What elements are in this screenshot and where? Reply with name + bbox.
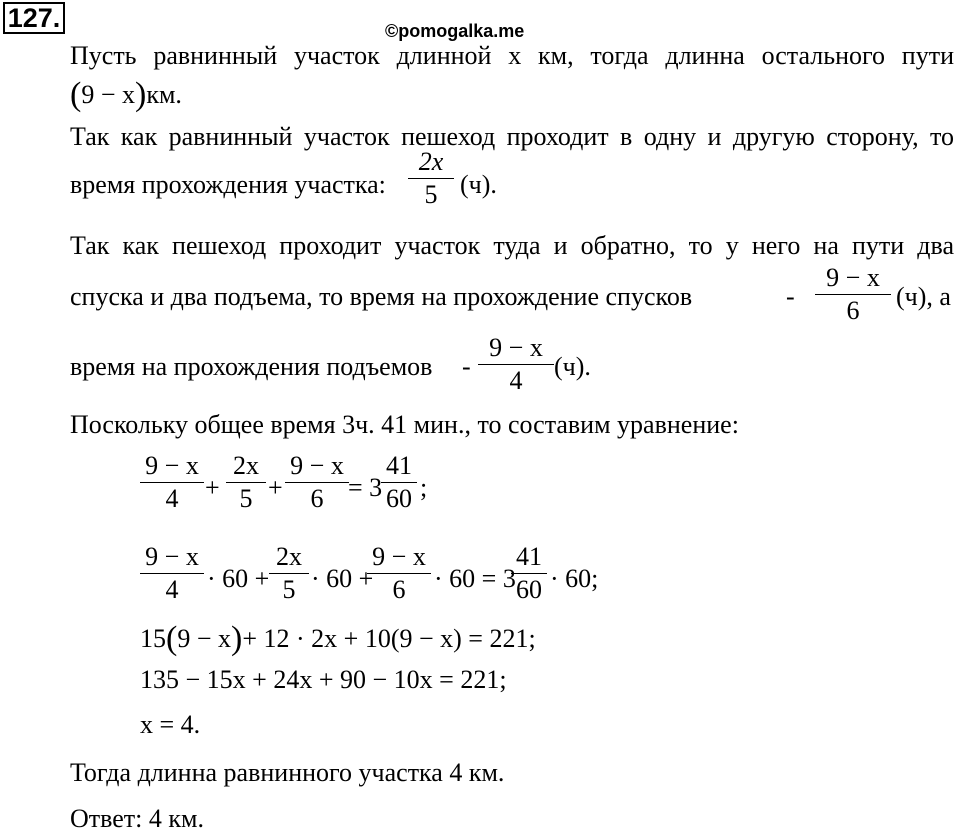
- frac-num: 9 − x: [145, 451, 199, 480]
- eq2-mixed-frac: [511, 541, 547, 606]
- frac-num: 2x: [276, 542, 302, 571]
- frac-num: 9 − x: [290, 451, 344, 480]
- p2-line2-text: время прохождения участка:: [70, 170, 386, 199]
- frac-den: 6: [846, 296, 860, 325]
- eq2-frac1: [140, 541, 204, 606]
- frac-num: 9 − x: [489, 333, 543, 362]
- frac-den: 5: [239, 484, 253, 513]
- p3-dash2: -: [462, 352, 471, 381]
- p3-line2-tail: (ч), а: [896, 282, 951, 311]
- eq3-inner: 9 − x: [177, 624, 231, 653]
- frac-den: 5: [424, 180, 438, 209]
- eq3-rest: + 12 · 2x + 10(9 − x) = 221;: [242, 624, 536, 653]
- answer: Ответ: 4 км.: [70, 804, 204, 833]
- paren-close: ): [231, 620, 243, 657]
- p3-dash1: -: [786, 282, 795, 311]
- eq2-frac2: [269, 541, 309, 606]
- frac-num: 41: [516, 542, 542, 571]
- frac-den: 5: [282, 575, 296, 604]
- p2-line1: Так как равнинный участок пешеход проходит в одну и другую сторону, то: [70, 122, 954, 151]
- fraction-2x-over-5: [408, 146, 454, 211]
- eq2-term1: · 60 +: [207, 564, 270, 593]
- frac-den: 4: [509, 366, 523, 395]
- frac-den: 6: [392, 575, 406, 604]
- equation-4: 135 − 15x + 24x + 90 − 10x = 221;: [140, 665, 507, 694]
- eq1-frac3: [285, 450, 349, 515]
- p3-line1: Так как пешеход проходит участок туда и обратно, то у него на пути два: [70, 231, 954, 260]
- paren-close: ): [135, 76, 147, 113]
- paren-open: (: [70, 76, 82, 113]
- frac-den: 60: [516, 575, 542, 604]
- frac-den: 60: [386, 484, 412, 513]
- frac-num: 41: [386, 451, 412, 480]
- fraction-9-x-over-4: [478, 332, 554, 397]
- problem-number: 127.: [3, 2, 65, 34]
- p3-line2-text: спуска и два подъема, то время на прохождение спусков: [70, 282, 693, 311]
- eq2-frac3: [367, 541, 431, 606]
- equation-3: [140, 620, 536, 657]
- eq1-plus1: +: [205, 473, 220, 502]
- p4: Поскольку общее время 3ч. 41 мин., то составим уравнение:: [70, 410, 739, 439]
- eq1-frac2: [226, 450, 266, 515]
- frac-num: 2x: [418, 147, 444, 176]
- p2-unit: (ч).: [460, 170, 497, 199]
- frac-den: 6: [310, 484, 324, 513]
- eq3-coef: 15: [140, 624, 166, 653]
- eq2-term2: · 60 +: [311, 564, 374, 593]
- p5: Тогда длинна равнинного участка 4 км.: [70, 758, 505, 787]
- p1-line1: Пусть равнинный участок длинной x км, тогда длинна остального пути: [70, 41, 954, 70]
- eq1-mixed-frac: [381, 450, 417, 515]
- p1-unit: км.: [146, 80, 182, 109]
- eq2-end: · 60;: [550, 564, 599, 593]
- frac-den: 4: [165, 575, 179, 604]
- eq1-end: ;: [420, 473, 428, 502]
- frac-num: 9 − x: [372, 542, 426, 571]
- frac-num: 9 − x: [145, 542, 199, 571]
- eq1-equals: = 3: [348, 473, 383, 502]
- eq1-plus2: +: [268, 473, 283, 502]
- frac-num: 2x: [233, 451, 259, 480]
- p3-line3-unit: (ч).: [554, 352, 591, 381]
- p1-line2: [70, 76, 182, 113]
- fraction-9-x-over-6: [815, 262, 891, 327]
- frac-den: 4: [165, 484, 179, 513]
- paren-open: (: [166, 620, 178, 657]
- equation-5: x = 4.: [140, 710, 201, 739]
- eq2-term3: · 60 = 3: [434, 564, 516, 593]
- eq1-frac1: [140, 450, 204, 515]
- frac-num: 9 − x: [826, 263, 880, 292]
- p3-line3-text: время на прохождения подъемов: [70, 352, 433, 381]
- watermark: ©pomogalka.me: [385, 21, 525, 41]
- p1-expr: 9 − x: [81, 80, 135, 109]
